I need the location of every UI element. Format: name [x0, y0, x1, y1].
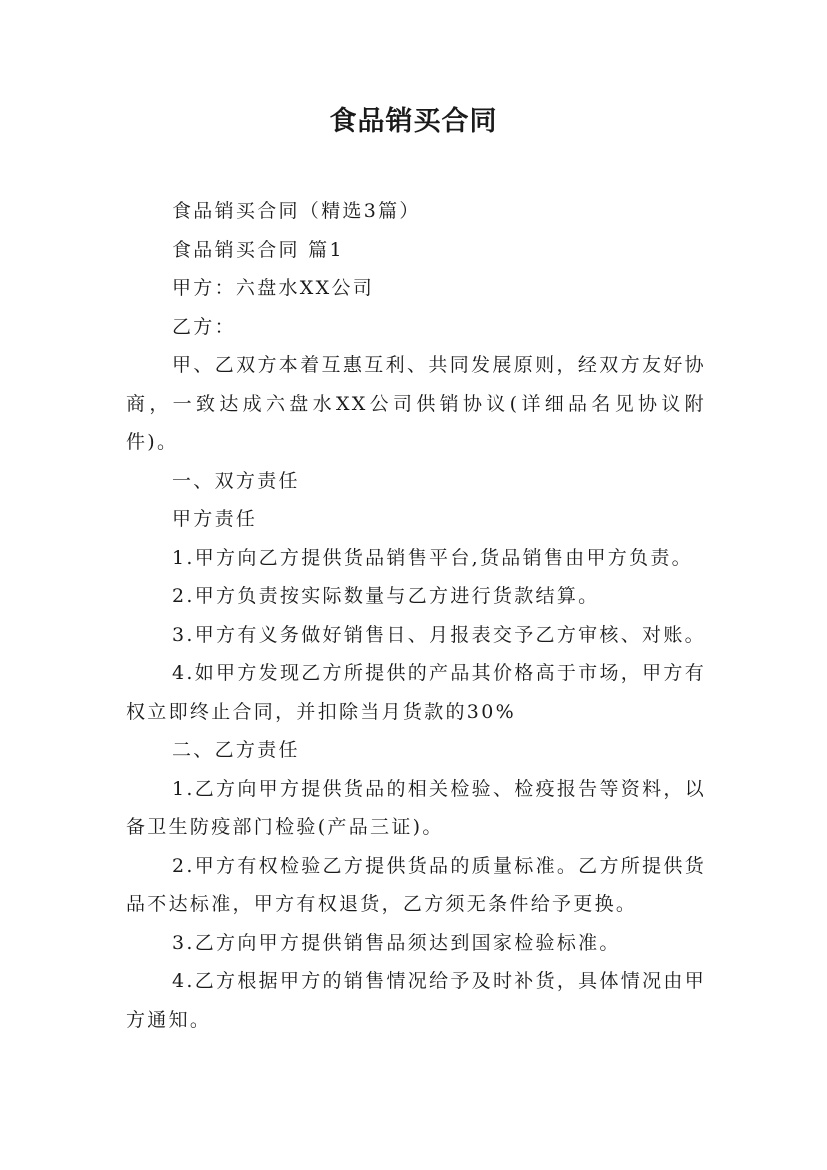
paragraph-part-heading: 食品销买合同 篇1: [172, 238, 344, 261]
clause-a-1: 1.甲方向乙方提供货品销售平台,货品销售由甲方负责。: [172, 546, 693, 569]
document-body: [126, 192, 706, 1039]
clause-b-3: 3.乙方向甲方提供销售品须达到国家检验标准。: [172, 931, 621, 954]
document-title: 食品销买合同: [329, 106, 498, 137]
paragraph-subtitle: 食品销买合同（精选3篇）: [172, 200, 421, 222]
clause-a-3: 3.甲方有义务做好销售日、月报表交予乙方审核、对账。: [172, 623, 706, 646]
clause-b-1: 1.乙方向甲方提供货品的相关检验、检疫报告等资料，以备卫生防疫部门检验(产品三证)。: [126, 777, 706, 838]
paragraph-party-b: 乙方：: [172, 315, 236, 338]
clause-b-2: 2.甲方有权检验乙方提供货品的质量标准。乙方所提供货品不达标准，甲方有权退货，乙方须无条件给予更换。: [126, 854, 706, 915]
clause-b-4: 4.乙方根据甲方的销售情况给予及时补货，具体情况由甲方通知。: [126, 970, 706, 1031]
section-heading-party-b-duties: 二、乙方责任: [172, 739, 300, 761]
subheading-party-a-duties: 甲方责任: [172, 508, 258, 530]
section-heading-mutual-duties: 一、双方责任: [172, 469, 300, 492]
paragraph-preamble: 甲、乙双方本着互惠互利、共同发展原则，经双方友好协商，一致达成六盘水XX公司供销协议(详细品名见协议附件)。: [126, 354, 706, 453]
paragraph-party-a: 甲方：六盘水XX公司: [172, 277, 375, 299]
clause-a-4: 4.如甲方发现乙方所提供的产品其价格高于市场，甲方有权立即终止合同，并扣除当月货款的30%: [126, 662, 706, 723]
clause-a-2: 2.甲方负责按实际数量与乙方进行货款结算。: [172, 585, 600, 607]
